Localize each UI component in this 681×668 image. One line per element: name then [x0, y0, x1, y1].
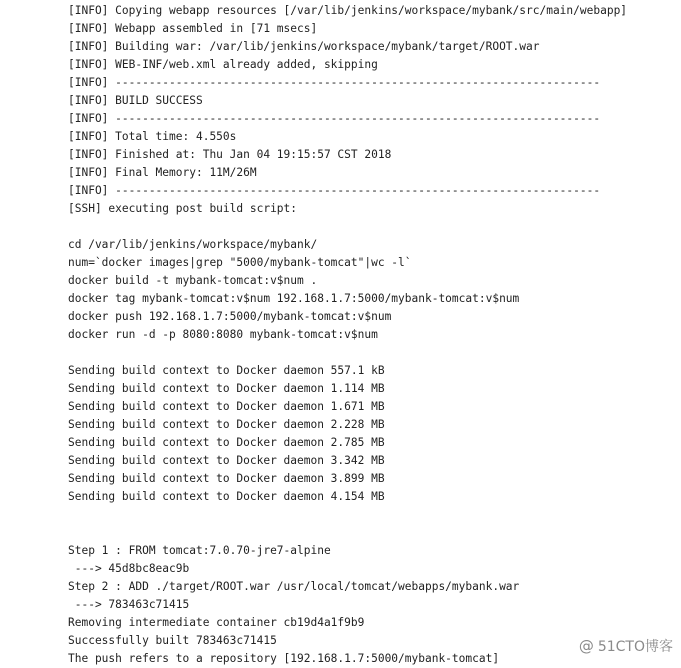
- console-line: [INFO] Final Memory: 11M/26M: [68, 166, 257, 179]
- console-line: Sending build context to Docker daemon 2.228 MB: [68, 418, 385, 431]
- console-line: Sending build context to Docker daemon 557.1 kB: [68, 364, 385, 377]
- console-line: num=`docker images|grep "5000/mybank-tomcat"|wc -l`: [68, 256, 412, 269]
- console-line: Sending build context to Docker daemon 3.899 MB: [68, 472, 385, 485]
- console-line: ---> 783463c71415: [68, 598, 190, 611]
- console-line: [INFO] ------------------------------------------------------------------------: [68, 76, 601, 89]
- console-line: [68, 506, 678, 524]
- console-line: docker run -d -p 8080:8080 mybank-tomcat:v$num: [68, 328, 378, 341]
- console-line: Removing intermediate container cb19d4a1f9b9: [68, 616, 365, 629]
- console-line: [68, 344, 678, 362]
- console-line: [68, 524, 678, 542]
- console-line: Sending build context to Docker daemon 1.114 MB: [68, 382, 385, 395]
- console-line: [INFO] Copying webapp resources [/var/lib/jenkins/workspace/mybank/src/main/webapp]: [68, 4, 628, 17]
- console-line: [INFO] BUILD SUCCESS: [68, 94, 203, 107]
- console-line: [INFO] WEB-INF/web.xml already added, skipping: [68, 58, 378, 71]
- console-line: Sending build context to Docker daemon 4.154 MB: [68, 490, 385, 503]
- console-line: docker push 192.168.1.7:5000/mybank-tomcat:v$num: [68, 310, 392, 323]
- console-line: Sending build context to Docker daemon 2.785 MB: [68, 436, 385, 449]
- console-line: [INFO] Webapp assembled in [71 msecs]: [68, 22, 318, 35]
- console-line: [INFO] Total time: 4.550s: [68, 130, 237, 143]
- at-icon: @: [578, 637, 594, 655]
- console-line: Sending build context to Docker daemon 1.671 MB: [68, 400, 385, 413]
- console-line: [INFO] ------------------------------------------------------------------------: [68, 184, 601, 197]
- console-line: docker tag mybank-tomcat:v$num 192.168.1.7:5000/mybank-tomcat:v$num: [68, 292, 520, 305]
- console-line: ---> 45d8bc8eac9b: [68, 562, 190, 575]
- console-line: Sending build context to Docker daemon 3.342 MB: [68, 454, 385, 467]
- watermark: [579, 636, 673, 656]
- console-line: docker build -t mybank-tomcat:v$num .: [68, 274, 318, 287]
- console-output: [68, 2, 678, 668]
- console-line: cd /var/lib/jenkins/workspace/mybank/: [68, 238, 318, 251]
- console-line: Step 1 : FROM tomcat:7.0.70-jre7-alpine: [68, 544, 331, 557]
- watermark-text: 51CTO博客: [597, 639, 673, 655]
- console-line: [INFO] Finished at: Thu Jan 04 19:15:57 CST 2018: [68, 148, 392, 161]
- console-line: Successfully built 783463c71415: [68, 634, 277, 647]
- console-line: [68, 218, 678, 236]
- console-line: [SSH] executing post build script:: [68, 202, 298, 215]
- console-line: The push refers to a repository [192.168.1.7:5000/mybank-tomcat]: [68, 652, 500, 665]
- console-line: [INFO] ------------------------------------------------------------------------: [68, 112, 601, 125]
- console-line: [INFO] Building war: /var/lib/jenkins/workspace/mybank/target/ROOT.war: [68, 40, 540, 53]
- console-line: Step 2 : ADD ./target/ROOT.war /usr/local/tomcat/webapps/mybank.war: [68, 580, 520, 593]
